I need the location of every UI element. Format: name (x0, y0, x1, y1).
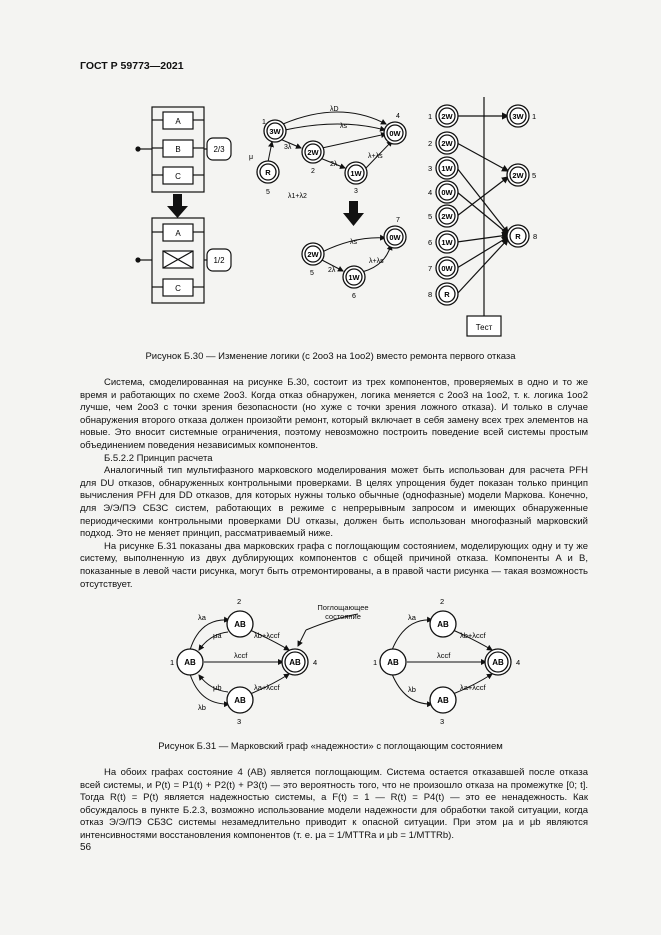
g1-label-1: 1 (262, 119, 266, 126)
g1-label-2: 2 (311, 168, 315, 175)
right-node-1: 2W (441, 112, 453, 121)
edge-label: λb (198, 703, 206, 712)
g2-node-3: 0W (389, 233, 401, 242)
text-block-1 (80, 377, 588, 591)
right-target-8: R (515, 232, 521, 241)
g1-edge-l1l2: λ1+λ2 (288, 193, 307, 200)
edge-label: λb+λccf (254, 631, 280, 640)
g1-label-3: 3 (354, 188, 358, 195)
state-label: 2 (237, 597, 242, 606)
right-node-5: 2W (441, 212, 453, 221)
down-arrow-icon (167, 194, 188, 218)
rbd-b: B (175, 145, 181, 154)
right-label: 8 (428, 290, 433, 299)
rbd-a: A (175, 117, 181, 126)
edge-label: λa (198, 613, 206, 622)
edge-label: λa+λccf (460, 683, 486, 692)
ab-node: AB (184, 658, 196, 667)
paragraph-1: Система, смоделированная на рисунке Б.30, состоит из трех компонентов, проверяемых в одно и то же время и работающих по схеме 2оо3. Когда отказ обнаружен, логика меняется с 2оо3 на 1оо2, т. к. логика 1оо2 лучше, чем 2оо3 с точки зрения безопасности (но хуже с точки зрения ложного отказа). И только в случае обнаружения второго отказа должен произойти ремонт, который включает в себя замену всех трех элементов на новые. Это вносит системные ограничения, поэтому невозможно построить поведение всей системы простым объединением поведения независимых компонентов. (80, 377, 588, 451)
g2-label-6: 6 (352, 293, 356, 300)
paragraph-3: На рисунке Б.31 показаны два марковских графа с поглощающим состоянием, моделирующих одну и ту же систему, выполненную из двух дублирующих компонентов с общей причиной отказа. Компоненты A и B, показанные в левой части рисунка, могут быть отремонтированы, а в правой части рисунка — такая возможность отсутствует. (80, 540, 588, 590)
rbd2-vote: 1/2 (213, 256, 225, 265)
right-label: 1 (532, 112, 537, 121)
right-node-7: 0W (441, 264, 453, 273)
standard-header: ГОСТ Р 59773—2021 (80, 60, 184, 72)
g2-node-2: 1W (348, 273, 360, 282)
g1-edge-3l: 3λ (284, 144, 292, 151)
figure-b31-caption: Рисунок Б.31 — Марковский граф «надежности» с поглощающим состоянием (158, 741, 503, 752)
ab-node: AB (437, 620, 449, 629)
right-label: 5 (532, 171, 537, 180)
g2-edge-2l: 2λ (328, 267, 336, 274)
right-label: 7 (428, 264, 433, 273)
g1-node-5: R (265, 168, 271, 177)
g1-node-3: 1W (350, 169, 362, 178)
ab-node: AB (387, 658, 399, 667)
right-node-3: 1W (441, 164, 453, 173)
g1-edge-ls: λs (340, 123, 347, 130)
state-label: 3 (237, 717, 242, 726)
edge-label: λa (408, 613, 416, 622)
state-label: 1 (373, 658, 378, 667)
paragraph-2: Аналогичный тип мультифазного марковского моделирования может быть использован для расчета PFH для DU отказов, обнаруженных контрольными проверками. В целях упрощения будет показан только принцип вычисления PFH для DD отказов, для которых нужны только обычные (однофазные) модели Маркова. Конечно, для Э/Э/ПЭ СБЗС систем, работающих в режиме с непрерывным запросом и имеющих обнаруженные периодическими контрольными проверками DU отказы, должен быть использован многофазный марковский подход. Это не меняет принцип, рассматриваемый ниже. (80, 465, 588, 540)
state-label: 4 (313, 658, 318, 667)
test-box: Тест (475, 323, 493, 332)
paragraph-4: На обоих графах состояние 4 (AB) является поглощающим. Система остается отказавшей после отказа всей системы, и P(t) = P1(t) + P2(t) + P3(t) — это вероятность того, что не произошло отказа на промежутке [0; t]. Тогда R(t) = P(t) является надежностью системы, а F(t) = 1 — R(t) = P4(t) — это ее ненадежность. Как обсуждалось в пункте Б.2.3, возможно использование модели надежности для обработки такой ситуации, когда отказ Э/Э/ПЭ СБЗС системы незамедлительно приводит к опасной ситуации. При этом μa и μb являются интенсивностями восстановления компонентов (т. е. μa = 1/MTTRa и μb = 1/MTTRb). (80, 767, 588, 841)
edge-label: λccf (437, 651, 451, 660)
rbd-c: C (175, 172, 181, 181)
right-node-8: R (444, 290, 450, 299)
g1-edge-2l: 2λ (330, 161, 338, 168)
g1-edge-lD: λD (330, 106, 339, 113)
g2-edge-lpls: λ+λs (369, 258, 384, 265)
g2-label-7: 7 (396, 217, 400, 224)
right-node-2: 2W (441, 139, 453, 148)
ab-node: AB (492, 658, 504, 667)
edge-label: μa (213, 631, 222, 640)
g1-node-4: 0W (389, 129, 401, 138)
edge-label: λccf (234, 651, 248, 660)
right-label: 8 (533, 232, 538, 241)
rbd-vote: 2/3 (213, 145, 225, 154)
g1-label-4: 4 (396, 113, 400, 120)
right-node-4: 0W (441, 188, 453, 197)
right-label: 5 (428, 212, 433, 221)
right-node-6: 1W (441, 238, 453, 247)
right-label: 6 (428, 238, 433, 247)
g1-edge-mu: μ (249, 154, 254, 161)
g2-node-1: 2W (307, 250, 319, 259)
text-block-2 (80, 767, 588, 843)
down-arrow-icon-2 (343, 201, 364, 226)
right-label: 1 (428, 112, 433, 121)
g1-label-5: 5 (266, 189, 270, 196)
right-label: 3 (428, 164, 433, 173)
rbd2-c: C (175, 284, 181, 293)
state-label: 4 (516, 658, 521, 667)
absorbing-state-label: Поглощающее состояние (317, 603, 369, 621)
right-target-5: 2W (512, 171, 524, 180)
rbd2-a: A (175, 229, 181, 238)
edge-label: μb (213, 683, 222, 692)
state-label: 1 (170, 658, 175, 667)
page-number: 56 (80, 842, 92, 853)
right-label: 4 (428, 188, 433, 197)
section-heading: Б.5.2.2 Принцип расчета (104, 452, 213, 464)
g2-label-5: 5 (310, 270, 314, 277)
edge-label: λb (408, 685, 416, 694)
right-target-1: 3W (512, 112, 524, 121)
ab-node: AB (234, 620, 246, 629)
ab-node: AB (289, 658, 301, 667)
edge-label: λa+λccf (254, 683, 280, 692)
g1-node-2: 2W (307, 148, 319, 157)
g1-node-1: 3W (269, 127, 281, 136)
state-label: 3 (440, 717, 445, 726)
g2-edge-ls: λs (350, 239, 357, 246)
ab-node: AB (437, 696, 449, 705)
figure-b30 (0, 0, 661, 350)
right-label: 2 (428, 139, 433, 148)
edge-label: λb+λccf (460, 631, 486, 640)
ab-node: AB (234, 696, 246, 705)
g1-edge-lpls: λ+λs (368, 153, 383, 160)
state-label: 2 (440, 597, 445, 606)
figure-b30-caption: Рисунок Б.30 — Изменение логики (с 2оо3 на 1оо2) вместо ремонта первого отказа (145, 351, 516, 362)
